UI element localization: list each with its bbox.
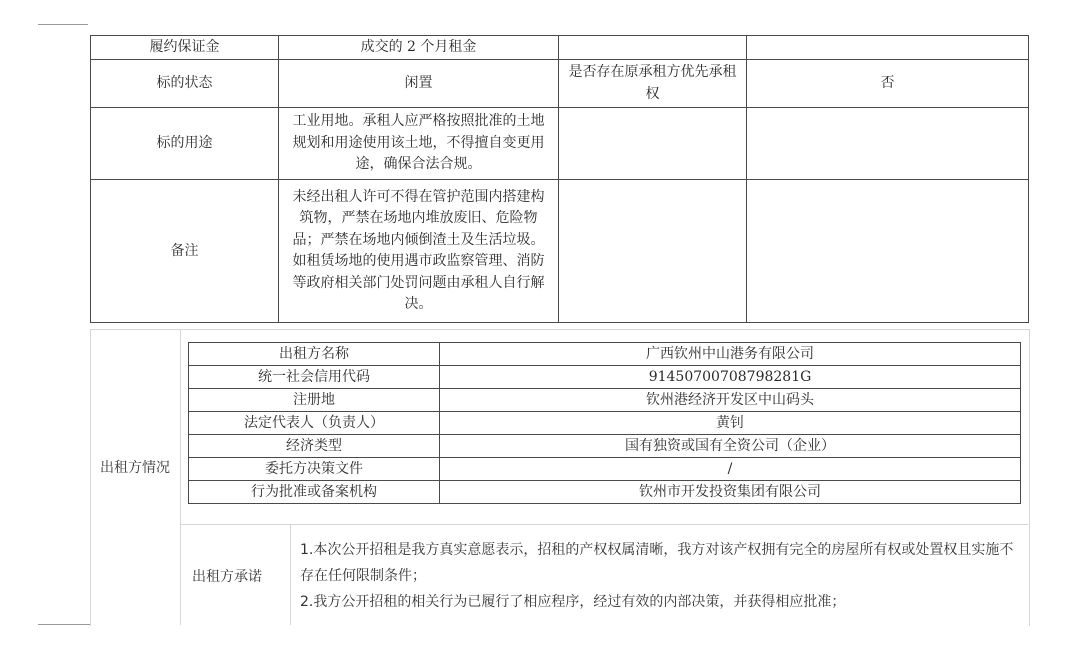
- credit-code-label: 统一社会信用代码: [189, 366, 440, 389]
- approval-agency-value: 钦州市开发投资集团有限公司: [440, 481, 1021, 504]
- empty-cell: [747, 180, 1029, 323]
- empty-cell: [559, 180, 747, 323]
- table-row: [189, 481, 1021, 504]
- lessor-section-label: 出租方情况: [100, 460, 170, 476]
- deposit-row: [91, 36, 1029, 60]
- usage-label: 标的用途: [91, 108, 279, 180]
- bottom-rule: [38, 624, 90, 625]
- economic-type-label: 经济类型: [189, 435, 440, 458]
- top-rule: [38, 24, 88, 25]
- lessor-info-table: [188, 342, 1021, 504]
- status-label: 标的状态: [91, 60, 279, 108]
- priority-value: 否: [747, 60, 1029, 108]
- priority-label: 是否存在原承租方优先承租权: [559, 60, 747, 108]
- commitment-column-divider: [290, 524, 291, 625]
- registered-address-label: 注册地: [189, 389, 440, 412]
- deposit-value: 成交的 2 个月租金: [279, 36, 559, 60]
- commitment-label: 出租方承诺: [192, 569, 262, 585]
- approval-agency-label: 行为批准或备案机构: [189, 481, 440, 504]
- legal-rep-label: 法定代表人（负责人）: [189, 412, 440, 435]
- remarks-value: 未经出租人许可不得在管护范围内搭建构筑物，严禁在场地内堆放废旧、危险物品；严禁在场地内倾倒渣土及生活垃圾。如租赁场地的使用遇市政监察管理、消防等政府相关部门处罚问题由承租人自行解决。: [279, 180, 559, 323]
- status-row: [91, 60, 1029, 108]
- empty-cell: [559, 108, 747, 180]
- commitment-divider: [180, 524, 1028, 525]
- table-row: [189, 343, 1021, 366]
- table-row: [189, 435, 1021, 458]
- table-row: [189, 458, 1021, 481]
- lessor-name-value: 广西钦州中山港务有限公司: [440, 343, 1021, 366]
- commitment-text: [300, 537, 1020, 615]
- status-value: 闲置: [279, 60, 559, 108]
- remarks-label: 备注: [91, 180, 279, 323]
- legal-rep-value: 黄钊: [440, 412, 1021, 435]
- credit-code-value: 91450700708798281G: [440, 366, 1021, 389]
- empty-cell: [747, 36, 1029, 60]
- registered-address-value: 钦州港经济开发区中山码头: [440, 389, 1021, 412]
- usage-value: 工业用地。承租人应严格按照批准的土地规划和用途使用该土地，不得擅自变更用途，确保合法合规。: [279, 108, 559, 180]
- decision-doc-value: /: [440, 458, 1021, 481]
- empty-cell: [559, 36, 747, 60]
- deposit-label: 履约保证金: [91, 36, 279, 60]
- commitment-item-2: 2.我方公开招租的相关行为已履行了相应程序，经过有效的内部决策，并获得相应批准；: [300, 594, 846, 610]
- table-row: [189, 366, 1021, 389]
- usage-row: [91, 108, 1029, 180]
- section-divider: [180, 329, 181, 625]
- remarks-row: [91, 180, 1029, 323]
- commitment-item-1: 1.本次公开招租是我方真实意愿表示，招租的产权权属清晰，我方对该产权拥有完全的房屋所有权或处置权且实施不存在任何限制条件；: [300, 542, 1014, 584]
- decision-doc-label: 委托方决策文件: [189, 458, 440, 481]
- property-info-table: [90, 35, 1029, 323]
- table-row: [189, 389, 1021, 412]
- economic-type-value: 国有独资或国有全资公司（企业）: [440, 435, 1021, 458]
- lessor-name-label: 出租方名称: [189, 343, 440, 366]
- empty-cell: [747, 108, 1029, 180]
- table-row: [189, 412, 1021, 435]
